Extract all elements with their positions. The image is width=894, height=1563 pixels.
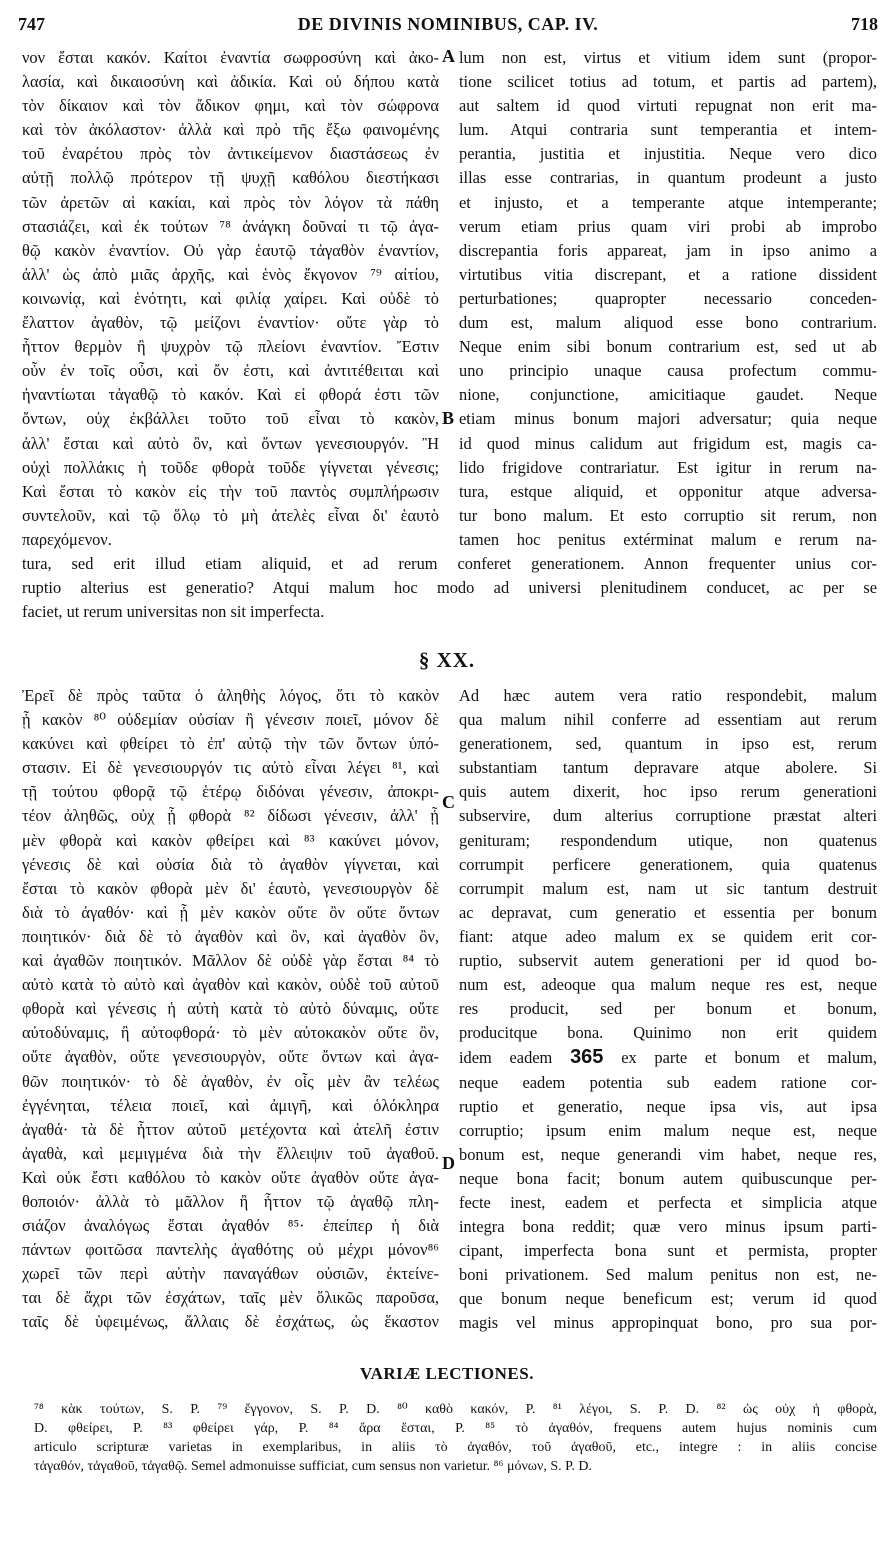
latin-text-line: ruptio et generatio, neque ipsa vis, aut ipsa — [459, 1096, 877, 1116]
greek-column-bottom — [22, 684, 439, 1335]
greek-text-line: διὰ τὸ ἀγαθόν· καὶ ᾗ μὲν κακὸν οὔτε ὂν οὔτε ὄντων — [22, 902, 439, 922]
greek-text-line: ᾗ κακὸν ⁸⁰ οὐδεμίαν οὐσίαν ἢ γένεσιν ποιεῖ, μόνον δὲ — [22, 710, 439, 730]
greek-text-line: ἀλλ' ὡς ἀπὸ μιᾶς ἀρχῆς, καὶ ἑνὸς ἔκγονον ⁷⁹ αἰτίου, — [22, 264, 439, 284]
greek-text-line: πάντων φοιτῶσα παντελὴς ἀγαθότης οὐ μέχρι μόνον⁸⁶ — [22, 1240, 439, 1260]
full-width-continuation — [22, 552, 877, 624]
margin-marker-c: C — [442, 792, 455, 812]
greek-text-line: ται δὲ ἄχρι τῶν ἐσχάτων, ταῖς μὲν ὅλικῶς παροῦσα, — [22, 1288, 439, 1308]
latin-text-line: nione, conjunctione, amicitiaque gaudet. Neque — [459, 385, 877, 405]
latin-text-line: id quod minus calidum aut frigidum est, magis ca- — [459, 433, 877, 453]
latin-text-line: ac depravat, cum generatio et essentia per bonum — [459, 902, 877, 922]
latin-text-line: verum etiam prius quam viri probi ab improbo — [459, 216, 877, 236]
latin-text-line: Neque enim sibi bonum contrarium est, sed ut ab — [459, 337, 877, 357]
continuation-text-line: faciet, ut rerum universitas non sit imperfecta. — [22, 602, 325, 622]
greek-text-line: αὐτοδύναμις, ἢ αὐτοφθορά· τὸ μὲν αὐτοκακὸν οὔτε ὂν, — [22, 1023, 439, 1043]
greek-text-line: θοποιόν· ἀλλὰ τὸ μᾶλλον ἢ ἧττον τῷ ἀγαθῷ πλη- — [22, 1191, 439, 1211]
greek-text-line: καὶ ἀγαθῶν ποιητικόν. Μᾶλλον δὲ οὐδὲ γὰρ ἔσται ⁸⁴ τὸ — [22, 951, 439, 971]
continuation-text-line: tura, sed erit illud etiam aliquid, et ad rerum conferet generationem. Annon frequenter unius cor- — [22, 554, 877, 573]
greek-text-line: φθορὰ καὶ γένεσις ἡ αὐτὴ κατὰ τὸ αὐτὸ δύναμις, οὔτε — [22, 999, 439, 1019]
latin-text-line: aut saltem id quod virtuti repugnat non erit ma- — [459, 96, 877, 116]
greek-text-line: Καὶ οὐκ ἔστι καθόλου τὸ κακὸν οὔτε ἀγαθὸν οὔτε ἀγα- — [22, 1167, 439, 1187]
latin-text-line: corrumpit malum est, nam ut sic tantum destruit — [459, 878, 877, 898]
latin-text-line: illas esse contrarias, in quantum prodeunt a justo — [459, 168, 877, 188]
latin-text-line: lum. Atqui contraria sunt temperantia et intem- — [459, 120, 877, 140]
greek-text-line: ποιητικόν· διὰ δὲ τὸ ἀγαθὸν καὶ ὂν, καὶ ἀγαθὸν ὂν, — [22, 926, 439, 946]
latin-text-line: lum non est, virtus et vitium idem sunt (propor- — [459, 48, 877, 67]
latin-text-line: res producit, sed per bonum et bonum, — [459, 999, 877, 1019]
greek-text-line: μὲν φθορὰ καὶ κακὸν φθείρει καὶ ⁸³ κακύνει μόνον, — [22, 830, 439, 850]
latin-text-line: virtutibus vitia discrepant, et a ratione dissident — [459, 264, 877, 284]
latin-text-line: substantiam tantum depravare atque abolere. Si — [459, 758, 877, 778]
latin-text-line: perturbationes; quapropter necessario conceden- — [459, 288, 877, 308]
variant-reading-line: articulo scripturæ varietas in exemplaribus, in aliis τὸ ἀγαθόν, τοῦ ἀγαθοῦ, etc., integre : in aliis concise — [34, 1440, 877, 1455]
greek-text-line: νον ἔσται κακόν. Καίτοι ἐναντία σωφροσύνη καὶ ἀκο- — [22, 48, 439, 67]
margin-marker-d: D — [442, 1153, 455, 1173]
greek-text-line: οὐχὶ πολλάκις ἡ τοῦδε φθορὰ τοῦδε γίγνεται γένεσις; — [22, 457, 439, 477]
greek-text-line: ἀγαθὰ, καὶ μεμιγμένα διὰ τὴν ἔλλειψιν τοῦ ἀγαθοῦ. — [22, 1143, 439, 1163]
margin-marker-b: B — [442, 408, 455, 428]
latin-text-line: ruptio, subservit autem generationi per id quod bo- — [459, 951, 877, 971]
continuation-text-line: ruptio alterius est generatio? Atqui malum hoc modo ad universi plenitudinem conducet, ac per se — [22, 578, 877, 598]
greek-text-line: ἔσται τὸ κακὸν φθορὰ μὲν δι' ἑαυτὸ, γενεσιουργὸν δὲ — [22, 878, 439, 898]
greek-text-line: στασιν. Εἰ δὲ γενεσιουργόν τις αὐτὸ εἶναι λέγει ⁸¹, καὶ — [22, 758, 439, 778]
greek-text-line: Καὶ ἔσται τὸ κακὸν εἰς τὴν τοῦ παντὸς συμπλήρωσιν — [22, 481, 439, 501]
latin-text-line: tura, estque aliquid, et opponitur atque adversa- — [459, 481, 877, 501]
latin-text-line: cipant, imperfecta bona sunt et permista, propter — [459, 1241, 877, 1261]
greek-text-line: ἀγαθά· τὰ δὲ ἧττον αὐτοῦ μετέχοντα καὶ ἀτελῆ ἐστιν — [22, 1119, 439, 1139]
greek-text-line: ἠναντίωται τἀγαθῷ τὸ κακόν. Καὶ εἰ φθορά ἐστι τῶν — [22, 385, 439, 405]
latin-text-line: neque bona facit; bonum autem quibuscunque per- — [459, 1168, 877, 1188]
latin-text-line: tur bono malum. Et esto corruptio sit rerum, non — [459, 505, 877, 525]
greek-text-line: κακύνει καὶ φθείρει τὸ ἐπ' αὐτῷ τὴν τῶν ὄντων ὑπό- — [22, 734, 439, 754]
latin-text-line: Ad hæc autem vera ratio respondebit, malum — [459, 686, 877, 705]
greek-text-line: αὐτῇ πολλῷ πρότερον τῇ ψυχῇ καθόλου διεστήκασι — [22, 168, 439, 188]
greek-text-line: τὸν δίκαιον καὶ τὸν ἄδικον φημι, καὶ τὸν σώφρονα — [22, 96, 439, 116]
latin-text-line: fiant: atque adeo malum ex se quidem erit cor- — [459, 926, 877, 946]
latin-text-line: fecte inest, eadem et perfecta et simplicia atque — [459, 1192, 877, 1212]
greek-text-line: ἧττον θερμὸν ἢ ψυχρὸν τῷ πλείονι ἐναντίον. Ἔστιν — [22, 337, 439, 357]
latin-text-line: uno principio unaque causa profectum commu- — [459, 361, 877, 381]
section-heading: § XX. — [418, 648, 476, 672]
greek-text-line: χωρεῖ τῶν περὶ αὐτὴν παναγάθων οὐσιῶν, ἐκτείνε- — [22, 1264, 439, 1284]
line-text-after: ex parte et bonum et malum, — [603, 1048, 877, 1068]
latin-text-line: bonum est, neque generandi vim habet, neque res, — [459, 1144, 877, 1164]
greek-text-line: ἔλαττον ἀγαθὸν, τῷ μείζονι ἐναντίον· οὔτε γὰρ τὸ — [22, 313, 439, 333]
latin-column-bottom — [459, 684, 877, 1336]
greek-text-line: κοινωνίᾳ, καὶ ἑνότητι, καὶ φιλίᾳ χαίρει. Καὶ οὐδὲ τὸ — [22, 288, 439, 308]
greek-text-line: ἀλλ' ἔσται καὶ αὐτὸ ὂν, καὶ ὄντων γενεσιουργόν. Ἢ — [22, 433, 439, 453]
variant-reading-line: ⁷⁸ κὰκ τούτων, S. P. ⁷⁹ ἔγγονον, S. P. D. ⁸⁰ καθὸ κακόν, P. ⁸¹ λέγοι, S. P. D. ⁸² ὡς οὐχ ἡ φθορὰ, — [34, 1402, 877, 1417]
margin-marker-a: A — [442, 46, 455, 66]
latin-text-line: quis autem dixerit, hoc ipso rerum generationi — [459, 782, 877, 802]
latin-text-line: dum est, malum aliquod esse bono contrarium. — [459, 313, 877, 333]
latin-text-line: lido frigidove contrariatur. Est igitur in rerum na- — [459, 457, 877, 477]
greek-text-line: τῶν ἀρετῶν αἱ κακίαι, καὶ πρὸς τὸν λόγον τὰ πάθη — [22, 192, 439, 212]
latin-text-line: etiam minus bonum majori adversatur; quia neque — [459, 409, 877, 429]
latin-text-line: tione scilicet totius ad totum, et partis ad partem), — [459, 72, 877, 92]
greek-text-line: τοῦ ἐναρέτου πρὸς τὸν ἀντικείμενον διαστάσεως ἐν — [22, 144, 439, 164]
running-title: DE DIVINIS NOMINIBUS, CAP. IV. — [297, 14, 599, 34]
latin-text-line: genituram; respondendum utique, non quatenus — [459, 830, 877, 850]
greek-text-line: οὔτε ἀγαθὸν, οὔτε γενεσιουργὸν, οὔτε ὄντων καὶ ἀγα- — [22, 1047, 439, 1067]
latin-text-line: corruptio; ipsum enim malum neque est, neque — [459, 1120, 877, 1140]
latin-text-line: discrepantia foris appareat, jam in ipso animo a — [459, 240, 877, 260]
latin-text-line: boni privationem. Sed malum penitus non est, ne- — [459, 1265, 877, 1285]
latin-text-line: magis vel minus appropinquat bono, pro sua por- — [459, 1313, 877, 1333]
greek-text-line: ὄντων, οὐχ ἐκβάλλει τοῦτο τοῦ εἶναι τὸ κακὸν, — [22, 409, 439, 429]
greek-text-line: γένεσις δὲ καὶ οὐσία διὰ τὸ ἀγαθὸν γίγνεται, καὶ — [22, 854, 439, 874]
greek-text-line: λασία, καὶ δικαιοσύνη καὶ ἀδικία. Καὶ οὐ δήπου κατὰ — [22, 72, 439, 92]
latin-text-line: corrumpit perficere generationem, quia quatenus — [459, 854, 877, 874]
greek-text-line: συντελοῦν, καὶ τῷ ὅλῳ τὸ μὴ ἀτελὲς εἶναι δι' ἑαυτὸ — [22, 505, 439, 525]
variae-lectiones-heading: VARIÆ LECTIONES. — [360, 1364, 534, 1383]
greek-text-line: Ἐρεῖ δὲ πρὸς ταῦτα ὁ ἀληθὴς λόγος, ὅτι τὸ κακὸν — [22, 686, 439, 705]
latin-text-line: generationem, sed, quantum in ipso est, rerum — [459, 734, 877, 754]
variant-reading-line: τἀγαθόν, τἀγαθοῦ, τἀγαθῷ. Semel admonuisse sufficiat, cum sensus non varietur. ⁸⁶ μόνων, S. P. D. — [34, 1459, 592, 1474]
greek-column-top — [22, 46, 439, 552]
latin-text-line: qua malum nihil conferre ad essentiam aut rerum — [459, 710, 877, 730]
latin-text-line: perantia, justitia et injustitia. Neque vero dico — [459, 144, 877, 164]
latin-text-line: que bonum neque beneficum est; verum id quod — [459, 1289, 877, 1309]
latin-text-line: producitque bona. Quinimo non erit quidem — [459, 1023, 877, 1043]
latin-text-line: integra bona reddit; quæ vero minus ipsum parti- — [459, 1217, 877, 1237]
greek-text-line: θῶν ποιητικόν· τὸ δὲ ἀγαθὸν, ἐν οἷς μὲν ἂν τελέως — [22, 1071, 439, 1091]
column-number: 365 — [570, 1046, 604, 1069]
greek-text-line: ταῖς δὲ ὑφειμένως, ἄλλαις δὲ ἐσχάτως, ὡς ἕκαστον — [22, 1312, 439, 1332]
greek-text-line: οὖν ἐν τοῖς οὖσι, καὶ ὄν ἐστι, καὶ ἀντιτέθειται καὶ — [22, 361, 439, 381]
left-page-number: 747 — [18, 14, 45, 34]
latin-column-top — [459, 46, 877, 552]
right-page-number: 718 — [851, 14, 878, 34]
latin-text-line: neque eadem potentia sub eadem ratione cor- — [459, 1072, 877, 1092]
greek-text-line: ἐγγένηται, τέλεια ποιεῖ, καὶ ἀμιγῆ, καὶ ὁλόκληρα — [22, 1095, 439, 1115]
greek-text-line: σιάζον ἀναλόγως ἔσται ἀγαθόν ⁸⁵· ἐπείπερ ἡ διὰ — [22, 1216, 439, 1236]
latin-text-line: tamen hoc penitus extérminat malum e rerum na- — [459, 529, 877, 549]
latin-text-line: num est, adeoque qua malum neque res est, neque — [459, 975, 877, 995]
greek-text-line: παρεχόμενον. — [22, 529, 112, 549]
variae-lectiones-notes — [34, 1400, 877, 1476]
greek-text-line: τέον ἀληθῶς, οὐχ ᾗ φθορὰ ⁸² δίδωσι γένεσιν, ἀλλ' ᾗ — [22, 806, 439, 826]
line-text-before: idem eadem — [459, 1048, 571, 1068]
greek-text-line: τῇ τούτου φθορᾷ τῷ ἑτέρῳ διδόναι γένεσιν, ἀποκρι- — [22, 782, 439, 802]
greek-text-line: θῷ κακὸν ἐναντίον. Οὐ γὰρ ἑαυτῷ τἀγαθὸν ἐναντίον, — [22, 240, 439, 260]
variant-reading-line: D. φθείρει, P. ⁸³ φθείρει γάρ, P. ⁸⁴ ἄρα ἔσται, P. ⁸⁵ τὸ ἀγαθόν, frequens autem hujus nominis cum — [34, 1421, 877, 1436]
latin-text-line — [459, 1045, 877, 1070]
latin-text-line: et injusto, et a temperante atque intemperante; — [459, 192, 877, 212]
latin-text-line: subservire, dum alterius corruptione præstat alteri — [459, 806, 877, 826]
greek-text-line: αὐτὸ κατὰ τὸ αὐτὸ καὶ ἀγαθὸν καὶ κακὸν, οὐδὲ τοῦ αὐτοῦ — [22, 975, 439, 995]
greek-text-line: στασιάζει, καὶ ἐκ τούτων ⁷⁸ ἀνάγκη δοῦναί τι τῷ ἀγα- — [22, 216, 439, 236]
greek-text-line: καὶ τὸν ἀκόλαστον· ἀλλὰ καὶ πρὸ τῆς ἔξω φαινομένης — [22, 120, 439, 140]
page-header — [18, 14, 878, 42]
